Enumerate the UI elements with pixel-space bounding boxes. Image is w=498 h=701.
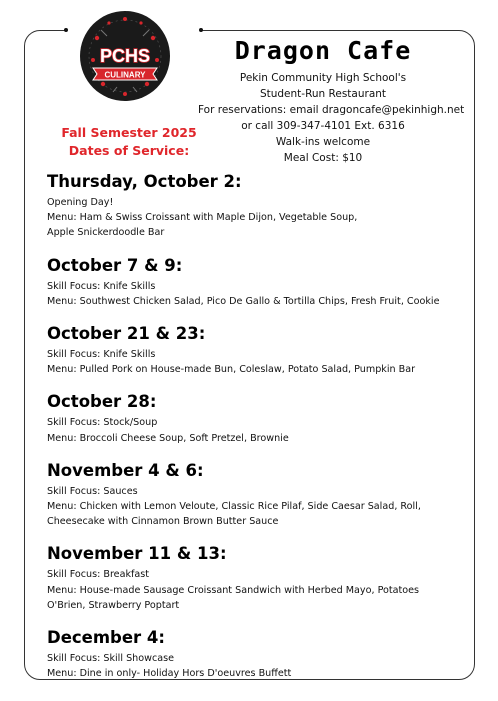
semester-line: Dates of Service:: [68, 143, 190, 158]
section-line: Opening Day!: [47, 197, 114, 208]
info-line: Meal Cost: $10: [283, 152, 363, 164]
section-line: Skill Focus: Skill Showcase: [47, 653, 175, 665]
section-line: Skill Focus: Sauces: [47, 485, 138, 497]
service-dates: [47, 172, 467, 696]
logo-culinary-text: CULINARY: [104, 70, 146, 80]
section-line: Menu: Broccoli Cheese Soup, Soft Pretzel, Brownie: [47, 432, 289, 444]
section-line: Menu: Southwest Chicken Salad, Pico De Gallo & Tortilla Chips, Fresh Fruit, Cookie: [47, 295, 440, 307]
logo-pchs-text: PCHS: [99, 46, 151, 66]
info-line: Walk-ins welcome: [275, 136, 371, 148]
section-line: Menu: House-made Sausage Croissant Sandwich with Herbed Mayo, Potatoes: [47, 584, 420, 596]
section-line: Apple Snickerdoodle Bar: [47, 227, 165, 239]
section-line: Skill Focus: Knife Skills: [47, 280, 156, 292]
service-date-section: [47, 324, 467, 377]
pchs-culinary-logo: [79, 10, 171, 102]
service-date-section: [47, 172, 467, 241]
semester-heading: [48, 124, 210, 160]
frame-dot-right: [199, 28, 203, 32]
section-line: Menu: Chicken with Lemon Veloute, Classic Rice Pilaf, Side Caesar Salad, Roll,: [47, 501, 421, 513]
service-date-section: [47, 392, 467, 445]
service-date-section: [47, 256, 467, 309]
section-line: Menu: Ham & Swiss Croissant with Maple Dijon, Vegetable Soup,: [47, 212, 358, 224]
cafe-title: Dragon Cafe: [234, 36, 412, 65]
section-line: Menu: Dine in only- Holiday Hors D'oeuvres Buffett: [47, 668, 292, 680]
frame-dot-left: [64, 28, 68, 32]
service-date-section: [47, 544, 467, 613]
date-heading: October 7 & 9:: [47, 255, 183, 275]
contact-info: [198, 70, 465, 166]
section-line: Skill Focus: Breakfast: [47, 569, 150, 581]
date-heading: Thursday, October 2:: [47, 172, 242, 191]
info-line: Pekin Community High School's: [239, 72, 407, 84]
service-date-section: [47, 628, 467, 681]
info-line: Student-Run Restaurant: [259, 88, 387, 100]
section-line: Skill Focus: Stock/Soup: [47, 417, 158, 429]
date-heading: November 11 & 13:: [47, 544, 227, 564]
date-heading: December 4:: [47, 628, 166, 648]
date-heading: October 28:: [47, 392, 157, 412]
section-line: Menu: Pulled Pork on House-made Bun, Coleslaw, Potato Salad, Pumpkin Bar: [47, 364, 416, 376]
service-date-section: [47, 461, 467, 530]
section-line: Cheesecake with Cinnamon Brown Butter Sauce: [47, 516, 279, 528]
date-heading: November 4 & 6:: [47, 460, 204, 480]
info-line: For reservations: email dragoncafe@pekinhigh.net: [198, 104, 465, 116]
info-line: or call 309-347-4101 Ext. 6316: [241, 120, 405, 132]
section-line: Skill Focus: Knife Skills: [47, 349, 156, 361]
section-line: O'Brien, Strawberry Poptart: [47, 599, 180, 611]
semester-line: Fall Semester 2025: [61, 125, 197, 140]
date-heading: October 21 & 23:: [47, 324, 206, 344]
